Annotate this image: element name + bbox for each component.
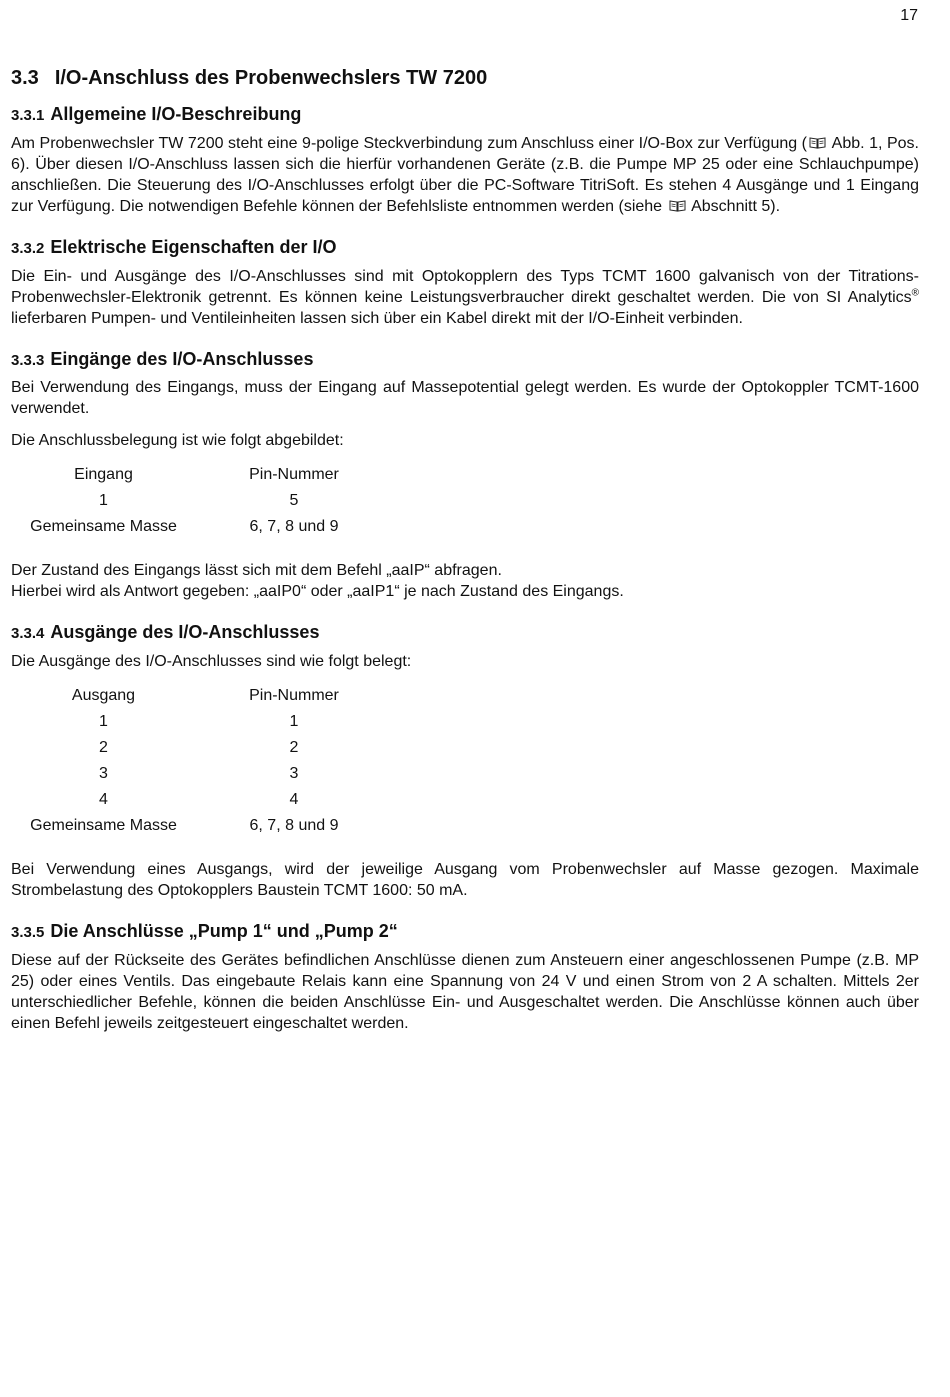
table-cell: 4	[99, 791, 108, 808]
subsection-number: 3.3.3	[11, 351, 45, 369]
section-3-3-3	[11, 348, 919, 603]
table-row	[11, 787, 354, 813]
table-cell: Gemeinsame Masse	[30, 817, 177, 834]
page-number: 17	[900, 7, 918, 24]
subsection-title: Ausgänge des I/O-Anschlusses	[50, 622, 320, 643]
text-run: lieferbaren Pumpen- und Ventileinheiten lassen sich über ein Kabel direkt mit der I/O-Einheit verbinden.	[11, 309, 743, 327]
input-pin-table	[11, 462, 354, 540]
paragraph: Die Anschlussbelegung ist wie folgt abgebildet:	[11, 432, 344, 450]
paragraph: Die Ausgänge des I/O-Anschlusses sind wie folgt belegt:	[11, 653, 412, 670]
document-body	[11, 66, 919, 1053]
paragraph: Diese auf der Rückseite des Gerätes befindlichen Anschlüsse dienen zum Ansteuern einer angeschlossenen Pumpe (z.B. MP 25) oder eines Ventils. Das eingebaute Relais kann eine Spannung von 24 V und einen Strom von 2 A schalten. Mittels 2er unterschiedlicher Befehle, können die beiden Anschlüsse Ein- und Ausgeschaltet werden. Die Anschlüsse können auch über einen Befehl jeweils zeitgesteuert eingeschaltet werden.	[11, 951, 919, 1032]
table-cell: 1	[99, 713, 108, 730]
section-3-3-1	[11, 103, 919, 217]
section-3-3-4	[11, 621, 919, 901]
table-row	[11, 735, 354, 761]
table-cell: 5	[289, 492, 299, 510]
table-header: Pin-Nummer	[249, 687, 339, 704]
table-cell: 2	[289, 739, 299, 756]
subsection-title: Allgemeine I/O-Beschreibung	[50, 104, 302, 124]
book-reference-icon	[809, 136, 826, 149]
section-number: 3.3	[11, 67, 39, 89]
section-3-3-5	[11, 920, 919, 1034]
table-row	[11, 709, 354, 735]
paragraph	[11, 266, 919, 329]
subsection-heading	[11, 348, 919, 371]
table-header-row	[11, 683, 354, 709]
table-cell: 2	[99, 739, 108, 756]
book-reference-icon	[669, 199, 686, 212]
table-row	[11, 488, 354, 514]
subsection-heading	[11, 920, 919, 943]
paragraph	[11, 133, 919, 217]
subsection-number: 3.3.2	[11, 239, 45, 257]
subsection-heading	[11, 621, 919, 644]
table-header: Pin-Nummer	[249, 466, 339, 484]
paragraph: Bei Verwendung des Eingangs, muss der Eingang auf Massepotential gelegt werden. Es wurde der Optokoppler TCMT-1600 verwendet.	[11, 379, 919, 418]
table-header: Eingang	[74, 466, 133, 484]
subsection-number: 3.3.1	[11, 107, 45, 124]
section-3-3-2	[11, 236, 919, 329]
table-cell: 1	[99, 492, 108, 510]
registered-mark: ®	[911, 287, 919, 299]
section-title: I/O-Anschluss des Probenwechslers TW 7200	[54, 67, 488, 89]
subsection-heading	[11, 103, 919, 126]
table-cell: Gemeinsame Masse	[30, 518, 177, 536]
table-cell: 6, 7, 8 und 9	[249, 817, 339, 834]
paragraph: Bei Verwendung eines Ausgangs, wird der jeweilige Ausgang vom Probenwechsler auf Masse gezogen. Maximale Strombelastung des Optokopplers Baustein TCMT 1600: 50 mA.	[11, 861, 919, 899]
subsection-title: Eingänge des I/O-Anschlusses	[50, 348, 314, 369]
subsection-number: 3.3.5	[11, 924, 45, 941]
table-cell: 4	[289, 791, 299, 808]
table-cell: 3	[289, 765, 299, 782]
text-run: Abb. 1, Pos. 6). Über diesen I/O-Anschluss lassen sich die hierfür vorhandenen Geräte (z.B. die Pumpe MP 25 oder eine Schlauchpumpe) anschließen. Die Steuerung des I/O-Anschlusses erfolgt über die PC-Software TitriSoft. Es stehen 4 Ausgänge und 1 Eingang zur Verfügung. Die notwendigen Befehle können der Befehlsliste entnommen werden (siehe	[11, 134, 920, 215]
subsection-number: 3.3.4	[11, 625, 45, 643]
text-run: Am Probenwechsler TW 7200 steht eine 9-polige Steckverbindung zum Anschluss einer I/O-Box zur Verfügung (	[11, 134, 808, 152]
table-row	[11, 813, 354, 839]
table-header-row	[11, 462, 354, 488]
paragraph: Der Zustand des Eingangs lässt sich mit dem Befehl „aaIP“ abfragen.	[11, 562, 502, 580]
subsection-heading	[11, 236, 919, 259]
table-row	[11, 761, 354, 787]
table-cell: 3	[99, 765, 108, 782]
section-heading-3-3	[11, 66, 919, 90]
text-run: Abschnitt 5).	[687, 197, 781, 215]
subsection-title: Die Anschlüsse „Pump 1“ und „Pump 2“	[50, 921, 398, 941]
table-cell: 1	[289, 713, 299, 730]
text-run: Die Ein- und Ausgänge des I/O-Anschlusses sind mit Optokopplern des Typs TCMT 1600 galvanisch von der Titrations-Probenwechsler-Elektronik getrennt. Es können keine Leistungsverbraucher direkt geschaltet werden. Die von SI Analytics	[11, 267, 919, 306]
table-header: Ausgang	[71, 687, 136, 704]
output-pin-table	[11, 683, 354, 839]
paragraph: Hierbei wird als Antwort gegeben: „aaIP0“ oder „aaIP1“ je nach Zustand des Eingangs.	[11, 583, 624, 601]
subsection-title: Elektrische Eigenschaften der I/O	[50, 236, 337, 257]
table-row	[11, 514, 354, 540]
table-cell: 6, 7, 8 und 9	[249, 518, 339, 536]
